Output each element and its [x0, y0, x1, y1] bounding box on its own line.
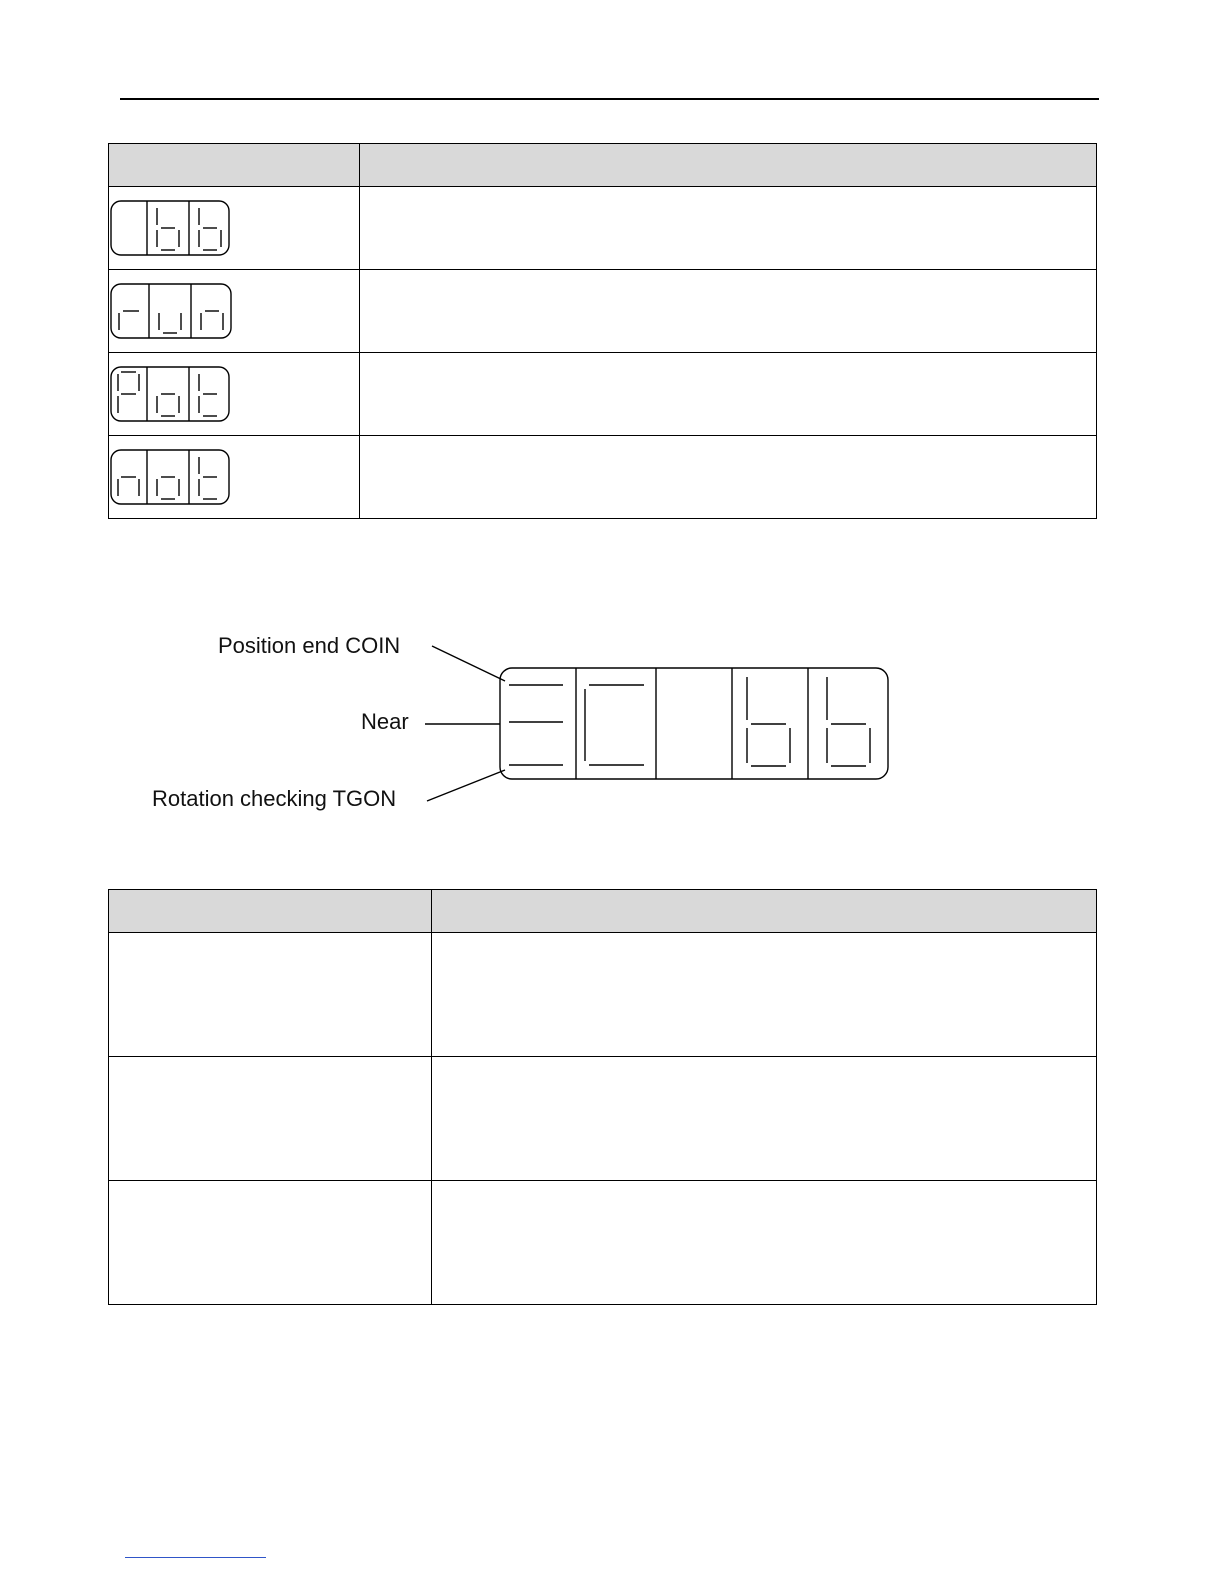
segment-indicator-diagram	[140, 625, 900, 825]
seven-segment-run-icon	[109, 282, 233, 340]
display-cell-run	[109, 270, 360, 353]
seven-segment-bb-icon	[109, 199, 231, 257]
header-signal	[109, 890, 432, 933]
signal-name-cell	[109, 1057, 432, 1181]
description-cell	[360, 270, 1097, 353]
label-near: Near	[361, 709, 409, 734]
display-cell-not	[109, 436, 360, 519]
header-rule	[120, 98, 1099, 100]
footer-link-underline[interactable]	[125, 1557, 266, 1558]
table-row	[109, 270, 1097, 353]
table-row	[109, 933, 1097, 1057]
leader-line-position-end	[432, 646, 505, 681]
seven-segment-pot-icon	[109, 365, 231, 423]
table-row	[109, 436, 1097, 519]
header-meaning	[432, 890, 1097, 933]
table-header-row	[109, 890, 1097, 933]
leader-line-rotation	[427, 770, 505, 801]
table-row	[109, 353, 1097, 436]
description-cell	[360, 353, 1097, 436]
signal-name-cell	[109, 933, 432, 1057]
description-cell	[360, 436, 1097, 519]
table-row	[109, 1181, 1097, 1305]
signal-description-cell	[432, 1057, 1097, 1181]
display-cell-bb	[109, 187, 360, 270]
table-header-row	[109, 144, 1097, 187]
table-row	[109, 187, 1097, 270]
label-position-end-coin: Position end COIN	[218, 633, 401, 658]
signal-name-cell	[109, 1181, 432, 1305]
header-description	[360, 144, 1097, 187]
status-display-table	[108, 143, 1097, 519]
header-display	[109, 144, 360, 187]
table-row	[109, 1057, 1097, 1181]
signal-description-cell	[432, 1181, 1097, 1305]
signal-description-table	[108, 889, 1097, 1305]
description-cell	[360, 187, 1097, 270]
signal-description-cell	[432, 933, 1097, 1057]
label-rotation-checking-tgon: Rotation checking TGON	[152, 786, 397, 811]
seven-segment-not-icon	[109, 448, 231, 506]
display-cell-pot	[109, 353, 360, 436]
